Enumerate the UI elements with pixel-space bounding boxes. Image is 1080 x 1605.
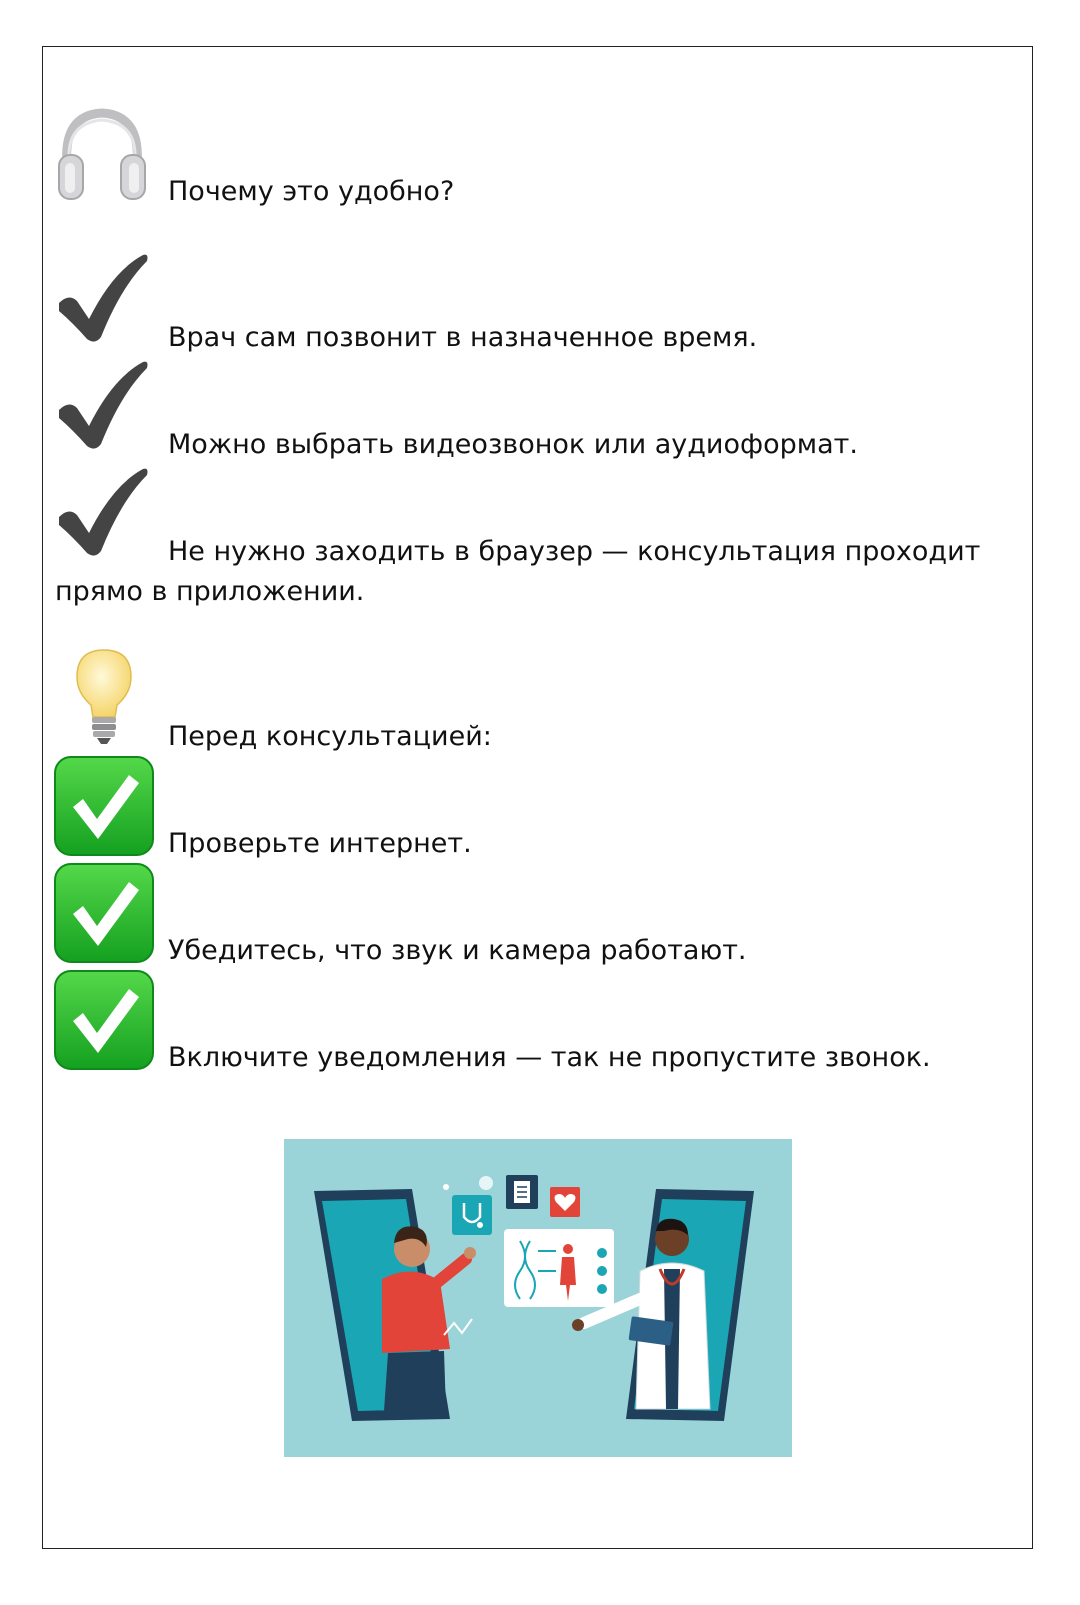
list-item-text: Убедитесь, что звук и камера работают. — [168, 935, 747, 966]
section-before-heading-text: Перед консультацией: — [168, 721, 492, 752]
document-badge-icon — [506, 1175, 538, 1209]
stethoscope-badge-icon — [452, 1195, 492, 1235]
health-dashboard — [504, 1229, 614, 1307]
document-page — [42, 46, 1033, 1549]
list-item-text: Проверьте интернет. — [168, 828, 472, 859]
list-item-text: Включите уведомления — так не пропустите звонок. — [168, 1042, 931, 1073]
section-why-heading-text: Почему это удобно? — [168, 176, 455, 207]
heart-badge-icon — [550, 1187, 580, 1217]
list-item-text: Не нужно заходить в браузер — консультация проходит — [168, 536, 981, 567]
telemedicine-illustration — [284, 1139, 792, 1457]
list-item-text: Можно выбрать видеозвонок или аудиоформат. — [168, 429, 858, 460]
list-item-text: Врач сам позвонит в назначенное время. — [168, 322, 758, 353]
list-item-text-continued: прямо в приложении. — [55, 576, 365, 607]
